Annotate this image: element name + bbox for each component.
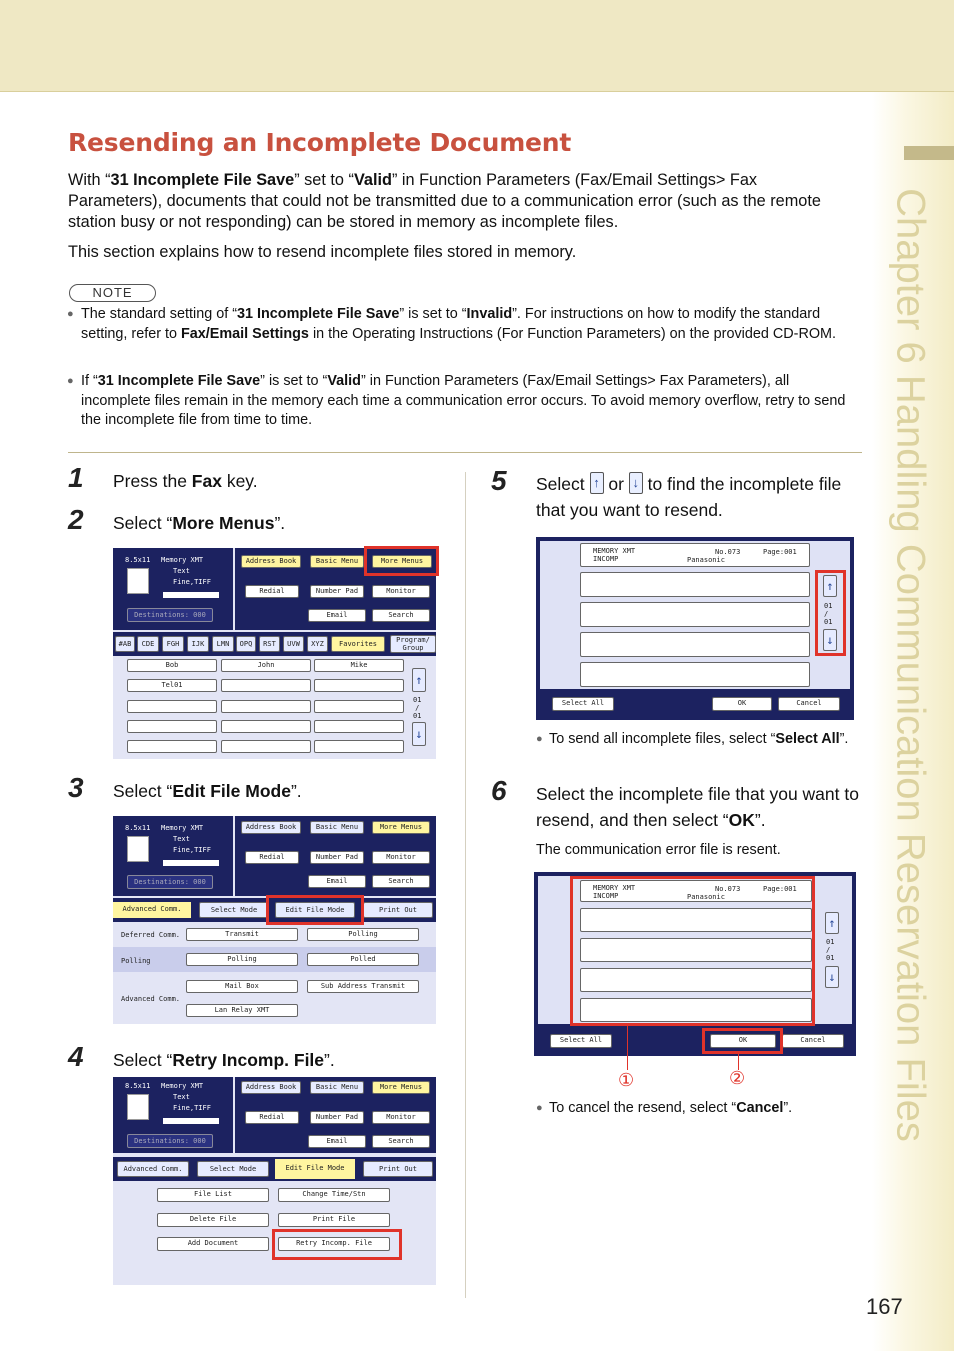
index-tab[interactable]: IJK xyxy=(187,636,209,652)
print-file-button[interactable]: Print File xyxy=(278,1213,390,1227)
chapter-title: Chapter 6 Handling Communication Reservation Files xyxy=(888,188,933,1142)
scroll-up-icon[interactable]: ↑ xyxy=(823,575,837,597)
dest-empty[interactable] xyxy=(127,720,217,733)
note-item-1: ● The standard setting of “31 Incomplete File Save” is set to “Invalid”. For instructions on how to modify the standard setting, refer to Fax/Email Settings in the Operating Instructions (For Function Parameters) on the provided CD-ROM. xyxy=(81,305,861,344)
step-number-6: 6 xyxy=(491,775,507,806)
step-number-2: 2 xyxy=(68,504,84,535)
highlight-ok xyxy=(702,1028,783,1054)
transmit-button[interactable]: Transmit xyxy=(186,928,298,941)
basic-menu-button[interactable]: Basic Menu xyxy=(310,821,364,834)
index-tab[interactable]: Favorites xyxy=(331,636,385,652)
email-button[interactable]: Email xyxy=(308,875,366,888)
index-tab[interactable]: FGH xyxy=(162,636,184,652)
index-tab[interactable]: RST xyxy=(259,636,280,652)
dest-tel01[interactable]: Tel01 xyxy=(127,679,217,692)
label-deferred-comm: Deferred Comm. xyxy=(121,931,181,939)
dest-bob[interactable]: Bob xyxy=(127,659,217,672)
intro-paragraph-1: With “31 Incomplete File Save” set to “Valid” in Function Parameters (Fax/Email Settings> Fax Parameters), documents that could not be transmitted due to a communication error (such as the remote station busy or not responding) can be stored in memory as incomplete files. xyxy=(68,171,821,231)
dest-empty[interactable] xyxy=(221,700,311,713)
step-4-text: Select “Retry Incomp. File”. xyxy=(113,1050,335,1070)
highlight-more-menus xyxy=(364,546,439,576)
dest-empty[interactable] xyxy=(221,740,311,753)
up-arrow-icon xyxy=(590,472,604,494)
retry-incomp-file-button[interactable]: Retry Incomp. File xyxy=(278,1237,390,1251)
label-polling: Polling xyxy=(121,957,151,965)
screen-incomp-list-1 xyxy=(536,537,854,720)
callout-2: ② xyxy=(729,1068,746,1088)
sub-address-transmit-button[interactable]: Sub Address Transmit xyxy=(307,980,419,993)
number-pad-button[interactable]: Number Pad xyxy=(310,585,364,598)
tab-edit-file-mode[interactable]: Edit File Mode xyxy=(275,902,355,918)
step-2-text: Select “More Menus”. xyxy=(113,513,286,533)
note-badge: NOTE xyxy=(69,284,156,302)
tab-edit-file-mode[interactable]: Edit File Mode xyxy=(275,1159,355,1179)
index-tab[interactable]: LMN xyxy=(212,636,234,652)
highlight-file-list xyxy=(570,876,815,1026)
add-document-button[interactable]: Add Document xyxy=(157,1237,269,1251)
delete-file-button[interactable]: Delete File xyxy=(157,1213,269,1227)
dest-empty[interactable] xyxy=(221,720,311,733)
index-tab[interactable]: Program/ Group xyxy=(390,635,436,653)
index-tab[interactable]: OPQ xyxy=(236,636,256,652)
dest-empty[interactable] xyxy=(314,720,404,733)
more-menus-button[interactable]: More Menus xyxy=(372,1081,430,1094)
index-tab[interactable]: #AB xyxy=(115,636,135,652)
cancel-button[interactable]: Cancel xyxy=(778,697,840,711)
step-number-1: 1 xyxy=(68,462,84,493)
mail-box-button[interactable]: Mail Box xyxy=(186,980,298,993)
polling-button[interactable]: Polling xyxy=(307,928,419,941)
address-book-button[interactable]: Address Book xyxy=(241,555,301,568)
tab-print-out[interactable]: Print Out xyxy=(363,1161,433,1177)
section-divider xyxy=(68,452,862,453)
file-list-button[interactable]: File List xyxy=(157,1188,269,1202)
dest-empty[interactable] xyxy=(127,740,217,753)
chapter-label xyxy=(880,190,940,1140)
index-tab[interactable]: XYZ xyxy=(307,636,328,652)
dest-empty[interactable] xyxy=(314,700,404,713)
file-row[interactable] xyxy=(580,662,810,687)
callout-line-1 xyxy=(627,1026,628,1070)
number-pad-button[interactable]: Number Pad xyxy=(310,1111,364,1124)
scroll-up-icon[interactable]: ↑ xyxy=(825,912,839,934)
index-tab[interactable]: CDE xyxy=(137,636,159,652)
monitor-button[interactable]: Monitor xyxy=(372,1111,430,1124)
step-number-4: 4 xyxy=(68,1041,84,1072)
tab-select-mode[interactable]: Select Mode xyxy=(199,902,269,918)
step-6-bullet: ● To cancel the resend, select “Cancel”. xyxy=(549,1099,854,1119)
redial-button[interactable]: Redial xyxy=(245,851,299,864)
more-menus-button[interactable]: More Menus xyxy=(372,821,430,834)
label-advanced-comm: Advanced Comm. xyxy=(121,995,181,1003)
screen-retry-incomp: 8.5x11 Memory XMT Text Fine,TIFF Destinations: 000 Address Book Basic Menu More Menus Redial Number Pad Monitor Email Search Advanced Comm. Select Mode Edit File Mode Print Out File List Change Time/Stn Delete File Print File Add Document Retry Incomp. File xyxy=(113,1077,436,1285)
dest-mike[interactable]: Mike xyxy=(314,659,404,672)
search-button[interactable]: Search xyxy=(372,875,430,888)
file-row[interactable] xyxy=(580,572,810,597)
tab-print-out[interactable]: Print Out xyxy=(363,902,433,918)
tab-advanced-comm[interactable]: Advanced Comm. xyxy=(117,1161,189,1177)
down-arrow-icon xyxy=(629,472,643,494)
screen-more-menus xyxy=(113,548,436,759)
ok-button[interactable]: OK xyxy=(712,697,772,711)
dest-empty[interactable] xyxy=(314,740,404,753)
step-5-text: Select ↑ or ↓ to find the incomplete file that you want to resend. xyxy=(536,471,856,523)
cancel-button[interactable]: Cancel xyxy=(782,1034,844,1048)
lan-relay-button[interactable]: Lan Relay XMT xyxy=(186,1004,298,1017)
page-indicator: 01 / 01 xyxy=(413,696,422,720)
select-all-button[interactable]: Select All xyxy=(550,1034,612,1048)
tab-select-mode[interactable]: Select Mode xyxy=(197,1161,269,1177)
chapter-tab-marker xyxy=(904,146,954,160)
note-item-2: ● If “31 Incomplete File Save” is set to “Valid” in Function Parameters (Fax/Email Settings> Fax Parameters), all incomplete files remain in the memory each time a communication error occurs. To avoid memory overflow, retry to send the incomplete file from time to time. xyxy=(81,372,861,431)
search-button[interactable]: Search xyxy=(372,1135,430,1148)
step-number-3: 3 xyxy=(68,772,84,803)
page-indicator: 01 / 01 xyxy=(824,602,833,626)
scroll-down-icon[interactable]: ↓ xyxy=(412,722,426,746)
search-button[interactable]: Search xyxy=(372,609,430,622)
file-header: MEMORY XMT INCOMP No.073 Page:001 Panasonic xyxy=(580,543,810,567)
monitor-button[interactable]: Monitor xyxy=(372,585,430,598)
redial-button[interactable]: Redial xyxy=(245,1111,299,1124)
step-number-5: 5 xyxy=(491,465,507,496)
number-pad-button[interactable]: Number Pad xyxy=(310,851,364,864)
email-button[interactable]: Email xyxy=(308,1135,366,1148)
scroll-down-icon[interactable]: ↓ xyxy=(823,629,837,651)
dest-john[interactable]: John xyxy=(221,659,311,672)
ok-button[interactable]: OK xyxy=(710,1034,776,1048)
address-book-button[interactable]: Address Book xyxy=(241,1081,301,1094)
index-tab[interactable]: UVW xyxy=(283,636,304,652)
status-panel: 8.5x11 Memory XMT Text Fine,TIFF Destinations: 000 xyxy=(113,548,233,630)
intro-paragraph-2: This section explains how to resend incomplete files stored in memory. xyxy=(68,243,577,261)
step-6-text: Select the incomplete file that you want to resend, and then select “OK”. xyxy=(536,784,859,830)
step-1-text: Press the Fax key. xyxy=(113,471,258,491)
monitor-button[interactable]: Monitor xyxy=(372,851,430,864)
select-all-button[interactable]: Select All xyxy=(552,697,614,711)
polling-button-2[interactable]: Polling xyxy=(186,953,298,966)
basic-menu-button[interactable]: Basic Menu xyxy=(310,555,364,568)
tab-advanced-comm[interactable]: Advanced Comm. xyxy=(113,902,191,918)
scroll-up-icon[interactable]: ↑ xyxy=(412,668,426,692)
step-3-text: Select “Edit File Mode”. xyxy=(113,781,302,801)
basic-menu-button[interactable]: Basic Menu xyxy=(310,1081,364,1094)
file-header: MEMORY XMT INCOMP No.073 Page:001 Panasonic xyxy=(580,880,812,902)
page-title: Resending an Incomplete Document xyxy=(68,128,572,157)
change-time-button[interactable]: Change Time/Stn xyxy=(278,1188,390,1202)
dest-empty[interactable] xyxy=(127,700,217,713)
highlight-scroll-arrows xyxy=(815,570,846,656)
file-row[interactable] xyxy=(580,602,810,627)
step-6-subtext: The communication error file is resent. xyxy=(536,842,781,858)
scroll-down-icon[interactable]: ↓ xyxy=(825,966,839,988)
highlight-retry-incomp xyxy=(272,1229,402,1260)
polled-button[interactable]: Polled xyxy=(307,953,419,966)
more-menus-button[interactable]: More Menus xyxy=(372,555,432,568)
header-band xyxy=(0,0,954,92)
screen-edit-file-mode: 8.5x11 Memory XMT Text Fine,TIFF Destinations: 000 Address Book Basic Menu More Menus Redial Number Pad Monitor Email Search Advanced Comm. Select Mode Edit File Mode Print Out Deferred Comm. Transmit Polling Polling Polling Polled Advanced Comm. Mail Box Sub Address Transmit Lan Relay XMT xyxy=(113,816,436,1024)
callout-1: ① xyxy=(618,1070,635,1090)
column-divider xyxy=(465,472,466,1298)
highlight-edit-file-mode xyxy=(266,895,364,925)
address-book-button[interactable]: Address Book xyxy=(241,821,301,834)
page-number: 167 xyxy=(866,1294,903,1319)
file-row[interactable] xyxy=(580,632,810,657)
step-5-bullet: ● To send all incomplete files, select “Select All”. xyxy=(549,730,854,750)
page-indicator: 01 / 01 xyxy=(826,938,835,962)
redial-button[interactable]: Redial xyxy=(245,585,299,598)
dest-empty[interactable] xyxy=(221,679,311,692)
dest-empty[interactable] xyxy=(314,679,404,692)
email-button[interactable]: Email xyxy=(308,609,366,622)
